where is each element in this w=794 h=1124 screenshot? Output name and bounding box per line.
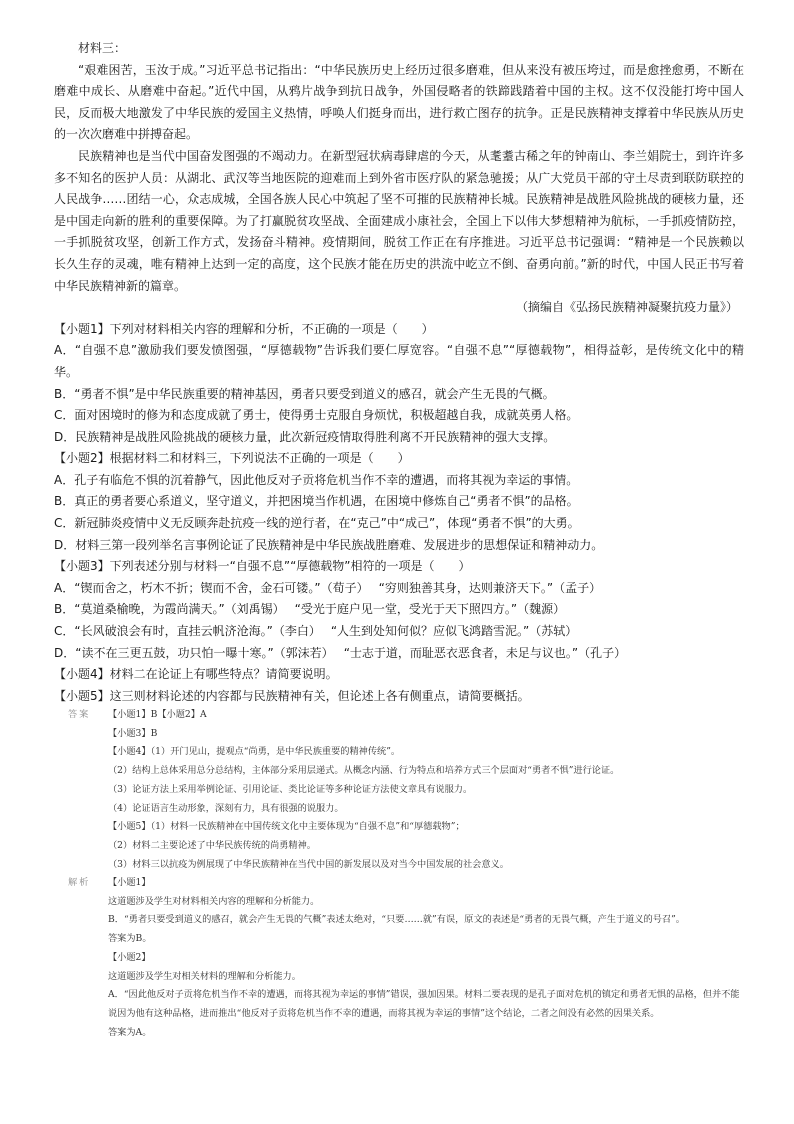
answer-line: （2）材料二主要论述了中华民族传统的尚勇精神。: [108, 839, 316, 851]
question-4-title: 【小题4】材料二在论证上有哪些特点？请简要说明。: [54, 667, 338, 682]
answer-line: 【小题5】（1）材料一民族精神在中国传统文化中主要体现为“自强不息”和“厚德载物”；: [108, 821, 465, 833]
answer-line: 【小题3】B: [108, 727, 158, 739]
option-a: A．孔子有临危不惧的沉着静气，因此他反对子贡将危机当作不幸的遭遇，而将其视为幸运的事情。: [54, 472, 579, 487]
answer-line: （2）结构上总体采用总分总结构，主体部分采用层递式。从概念内涵、行为特点和培养方式三个层面对“勇者不惧”进行论证。: [108, 765, 620, 777]
answer-line: 【小题4】（1）开门见山，提观点“尚勇，是中华民族重要的精神传统”。: [108, 746, 401, 758]
explanation-line: 答案为B。: [108, 933, 152, 945]
answer-line: 【小题1】B【小题2】A: [108, 709, 207, 720]
explanation-line: 【小题2】: [108, 951, 151, 963]
question-5-title: 【小题5】这三则材料论述的内容都与民族精神有关，但论述上各有侧重点，请简要概括。: [54, 688, 530, 703]
question-3: [54, 556, 744, 664]
option-b: B．“勇者不惧”是中华民族重要的精神基因，勇者只要受到道义的感召，就会产生无畏的气概。: [54, 386, 555, 401]
material3-source: （摘编自《弘扬民族精神凝聚抗疫力量》）: [515, 300, 738, 315]
explanation-body: [108, 874, 748, 1042]
option-c: C．新冠肺炎疫情中义无反顾奔赴抗疫一线的逆行者，在“克己”中“成己”，体现“勇者不惧”的大勇。: [54, 516, 580, 531]
answer-label: 答案: [68, 709, 91, 720]
explanation-line: 答案为A。: [108, 1026, 152, 1038]
answer-body: [108, 706, 748, 874]
explanation-label: 解析: [68, 877, 91, 888]
answer-section: [68, 706, 748, 874]
option-part: B．“莫道桑榆晚，为霞尚满天。”（刘禹锡）: [54, 602, 285, 617]
answer-line: （3）材料三以抗疫为例展现了中华民族精神在当代中国的新发展以及对当今中国发展的社会意义。: [108, 858, 509, 870]
option-part: C．“长风破浪会有时，直挂云帆济沧海。”（李白）: [54, 624, 321, 639]
option-c: C．面对困境时的修为和态度成就了勇士，使得勇士克服自身烦忧，积极超越自我，成就英勇人格。: [54, 408, 579, 423]
option-d: D．材料三第一段列举名言事例论证了民族精神是中华民族战胜磨难、发展进步的思想保证和精神动力。: [54, 537, 604, 552]
explanation-line: 这道题涉及学生对材料相关内容的理解和分析能力。: [108, 895, 320, 907]
question-title: 【小题3】下列表述分别与材料一“自强不息”“厚德载物”相符的一项是（ ）: [54, 559, 471, 574]
explanation-line: A．“因此他反对子贡将危机当作不幸的遭遇，而将其视为幸运的事情”错误，强加因果。材料二要表现的是孔子面对危机的镇定和勇者无惧的品格，但并不能说因为他有这种品格，进而推出“他反对子贡将危机当作不幸的遭遇，而将其视为幸运的事情”这个结论，二者之间没有必然的因果关系。: [108, 989, 740, 1019]
answer-line: （4）论证语言生动形象，深刻有力，具有很强的说服力。: [108, 802, 344, 814]
option-b: [54, 599, 744, 621]
question-title: 【小题2】根据材料二和材料三，下列说法不正确的一项是（ ）: [54, 451, 410, 466]
question-title: 【小题1】下列对材料相关内容的理解和分析，不正确的一项是（ ）: [54, 321, 434, 336]
option-a: A．“自强不息”激励我们要发愤图强，“厚德载物”告诉我们要仁厚宽容。“自强不息”“厚德载物”，相得益彰，是传统文化中的精华。: [54, 343, 744, 379]
option-part: “穷则独善其身，达则兼济天下。”（孟子）: [378, 580, 602, 595]
option-part: “受光于庭户见一堂，受光于天下照四方。”（魏源）: [294, 602, 566, 617]
answer-line: （3）论证方法上采用举例论证、引用论证、类比论证等多种论证方法使文章具有说服力。: [108, 783, 473, 795]
material3-heading: 材料三：: [78, 41, 127, 55]
explanation-section: [68, 874, 748, 1042]
option-b: B．真正的勇者要心系道义，坚守道义，并把困境当作机遇，在困境中修炼自己“勇者不惧”的品格。: [54, 494, 579, 509]
option-a: [54, 578, 744, 600]
question-2: [54, 448, 744, 556]
material3-paragraph: 民族精神也是当代中国奋发图强的不竭动力。在新型冠状病毒肆虐的今天，从耄耋古稀之年的钟南山、李兰娟院士，到许许多多不知名的医护人员：从湖北、武汉等当地医院的迎难而上到外省市医疗队的紧急驰援；从广大党员干部的守土尽责到联防联控的人民战争……团结一心，众志成城，全国各族人民心中筑起了坚不可摧的民族精神长城。民族精神是战胜风险挑战的硬核力量，还是中国走向新的胜利的重要保障。为了打赢脱贫攻坚战、全面建成小康社会，全国上下以伟大梦想精神为航标，一手抓疫情防控，一手抓脱贫攻坚，创新工作方式，发扬奋斗精神。疫情期间，脱贫工作正在有序推进。习近平总书记强调：“精神是一个民族赖以长久生存的灵魂，唯有精神上达到一定的高度，这个民族才能在历史的洪流中屹立不倒、奋勇向前。”新的时代，中国人民正书写着中华民族精神新的篇章。: [54, 148, 744, 293]
option-d: [54, 643, 744, 665]
option-c: [54, 621, 744, 643]
option-part: A．“锲而舍之，朽木不折；锲而不舍，金石可镂。”（荀子）: [54, 580, 369, 595]
option-part: D．“读不在三更五鼓，功只怕一曝十寒。”（郭沫若）: [54, 645, 334, 660]
option-d: D．民族精神是战胜风险挑战的硬核力量，此次新冠疫情取得胜利离不开民族精神的强大支撑。: [54, 429, 556, 444]
explanation-line: 【小题1】: [108, 877, 151, 888]
explanation-line: B．“勇者只要受到道义的感召，就会产生无畏的气概”表述太绝对，“只要……就”有误，原文的表述是“勇者的无畏气概，产生于道义的号召”。: [108, 914, 685, 926]
question-1: [54, 319, 744, 449]
material3-paragraph: “艰难困苦，玉汝于成。”习近平总书记指出：“中华民族历史上经历过很多磨难，但从来没有被压垮过，而是愈挫愈勇，不断在磨难中成长、从磨难中奋起。”近代中国，从鸦片战争到抗日战争，外国侵略者的铁蹄践踏着中国的主权。这不仅没能打垮中国人民，反而极大地激发了中华民族的爱国主义热情，呼唤人们挺身而出，进行救亡图存的抗争。正是民族精神支撑着中华民族从历史的一次次磨难中拼搏奋起。: [54, 62, 744, 142]
option-part: “士志于道，而耻恶衣恶食者，未足与议也。”（孔子）: [343, 645, 627, 660]
material-and-questions: [54, 38, 744, 707]
option-part: “人生到处知何似？应似飞鸿踏雪泥。”（苏轼）: [330, 624, 578, 639]
explanation-line: 这道题涉及学生对相关材料的理解和分析能力。: [108, 970, 301, 982]
